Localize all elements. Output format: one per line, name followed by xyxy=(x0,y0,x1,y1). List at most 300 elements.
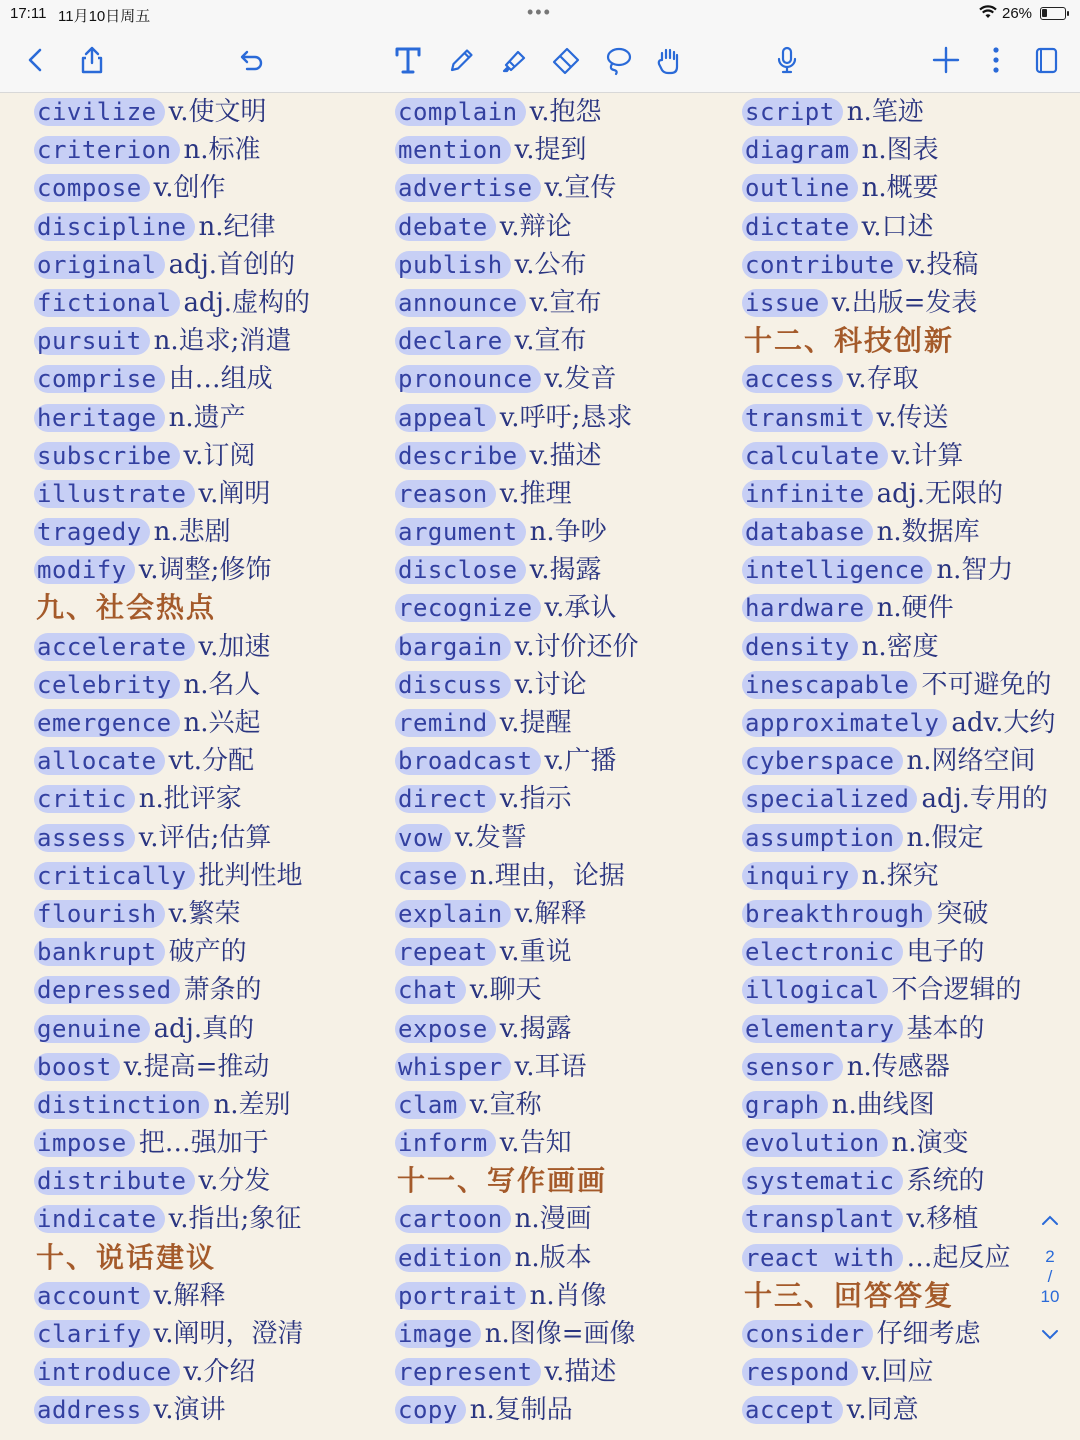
vocab-word: explain xyxy=(395,900,511,928)
page-up-icon[interactable] xyxy=(1030,1205,1070,1235)
vocab-entry xyxy=(34,399,310,437)
vocab-entry xyxy=(395,971,639,1009)
vocab-entry xyxy=(34,1048,310,1086)
vocab-word: introduce xyxy=(34,1358,180,1386)
highlighter-tool-icon[interactable] xyxy=(494,40,534,80)
vocab-definition: n.笔迹 xyxy=(846,97,924,127)
vocab-word: electronic xyxy=(742,938,903,966)
vocab-word: intelligence xyxy=(742,556,932,584)
vocab-word: inquiry xyxy=(742,862,858,890)
pages-icon[interactable] xyxy=(1026,40,1066,80)
vocab-entry xyxy=(395,704,639,742)
vocab-entry xyxy=(34,208,310,246)
undo-icon[interactable] xyxy=(230,40,270,80)
section-heading-text: 十二、科技创新 xyxy=(744,324,955,358)
vocab-entry xyxy=(34,246,310,284)
vocab-entry xyxy=(742,284,1055,322)
vocab-entry xyxy=(34,819,310,857)
vocab-entry xyxy=(395,1200,639,1238)
vocab-word: direct xyxy=(395,785,496,813)
vocab-word: inform xyxy=(395,1129,496,1157)
vocab-definition: v.提到 xyxy=(514,135,587,166)
vocab-definition: v.描述 xyxy=(544,1357,617,1388)
vocab-word: contribute xyxy=(742,251,903,279)
section-heading-text: 十一、写作画画 xyxy=(397,1164,608,1198)
vocab-definition: 不合逻辑的 xyxy=(891,975,1022,1006)
vocab-definition: n.漫画 xyxy=(514,1204,592,1235)
vocab-definition: v.阐明 xyxy=(198,478,271,509)
vocab-entry xyxy=(395,169,639,207)
vocab-word: hardware xyxy=(742,594,873,622)
vocab-definition: v.提醒 xyxy=(499,708,572,738)
vocab-entry xyxy=(742,1315,1055,1353)
vocab-entry xyxy=(742,1086,1055,1124)
vocab-entry xyxy=(34,1162,310,1200)
vocab-entry xyxy=(34,1391,310,1429)
vocab-definition: v.揭露 xyxy=(499,1013,572,1044)
vocab-definition: 系统的 xyxy=(906,1166,985,1197)
vocab-definition: v.广播 xyxy=(544,746,617,777)
vocab-definition: v.告知 xyxy=(499,1128,572,1159)
more-icon[interactable] xyxy=(976,40,1016,80)
vocab-definition: v.发音 xyxy=(544,364,617,395)
vocab-word: clarify xyxy=(34,1320,150,1348)
vocab-definition: v.宣传 xyxy=(544,173,617,204)
vocab-definition: n.数据库 xyxy=(876,517,980,548)
vocab-word: reason xyxy=(395,480,496,508)
vocab-entry xyxy=(742,628,1055,666)
vocab-entry xyxy=(395,551,639,589)
vocab-entry xyxy=(34,284,310,322)
vocab-entry xyxy=(395,628,639,666)
vocab-word: discipline xyxy=(34,213,195,241)
multitasking-dots-icon[interactable]: ••• xyxy=(527,2,552,22)
vocab-definition: 由…组成 xyxy=(168,364,273,395)
vocab-entry xyxy=(395,666,639,704)
vocab-word: systematic xyxy=(742,1167,903,1195)
vocab-definition: adj.首创的 xyxy=(168,249,296,280)
vocab-entry xyxy=(395,284,639,322)
vocab-word: celebrity xyxy=(34,671,180,699)
section-heading-text: 十三、回答答复 xyxy=(744,1278,955,1312)
vocab-definition: adj.无限的 xyxy=(876,478,1004,509)
vocab-definition: v.公布 xyxy=(514,249,587,280)
vocab-word: breakthrough xyxy=(742,900,932,928)
vocab-word: advertise xyxy=(395,174,541,202)
vocab-word: fictional xyxy=(34,289,180,317)
notebook-page[interactable] xyxy=(0,93,1080,1440)
vocab-entry xyxy=(742,857,1055,895)
section-heading xyxy=(742,322,1055,360)
vocab-entry xyxy=(742,1048,1055,1086)
vocab-entry xyxy=(742,1010,1055,1048)
vocab-word: portrait xyxy=(395,1282,526,1310)
vocab-word: transmit xyxy=(742,404,873,432)
vocab-entry xyxy=(34,1124,310,1162)
vocab-definition: v.传送 xyxy=(876,402,949,433)
vocab-word: image xyxy=(395,1320,481,1348)
vocab-entry xyxy=(742,131,1055,169)
vocab-entry xyxy=(395,475,639,513)
vocab-word: emergence xyxy=(34,709,180,737)
vocab-word: access xyxy=(742,365,843,393)
vocab-entry xyxy=(34,551,310,589)
vocab-entry xyxy=(742,93,1055,131)
mic-icon[interactable] xyxy=(767,40,807,80)
vocab-entry xyxy=(34,1353,310,1391)
vocab-word: illustrate xyxy=(34,480,195,508)
vocab-definition: v.解释 xyxy=(514,898,587,929)
vocab-word: repeat xyxy=(395,938,496,966)
vocab-entry xyxy=(34,1277,310,1315)
vocab-entry xyxy=(395,246,639,284)
vocab-entry xyxy=(34,666,310,704)
vocab-entry xyxy=(395,131,639,169)
vocab-entry xyxy=(395,93,639,131)
vocab-entry xyxy=(34,780,310,818)
battery-icon xyxy=(1040,7,1066,20)
vocab-word: subscribe xyxy=(34,442,180,470)
vocab-column-3 xyxy=(742,93,1055,1430)
vocab-entry xyxy=(742,169,1055,207)
vocab-word: tragedy xyxy=(34,518,150,546)
vocab-word: cartoon xyxy=(395,1205,511,1233)
vocab-definition: n.批评家 xyxy=(138,784,242,815)
vocab-word: copy xyxy=(395,1396,466,1424)
vocab-word: distinction xyxy=(34,1091,209,1119)
page-down-icon[interactable] xyxy=(1030,1319,1070,1349)
vocab-word: bargain xyxy=(395,633,511,661)
pen-tool-icon[interactable] xyxy=(442,40,482,80)
vocab-word: infinite xyxy=(742,480,873,508)
vocab-entry xyxy=(34,437,310,475)
vocab-definition: n.追求;消遣 xyxy=(153,326,292,357)
vocab-definition: v.存取 xyxy=(846,364,919,395)
vocab-word: whisper xyxy=(395,1053,511,1081)
vocab-definition: v.订阅 xyxy=(183,440,256,471)
vocab-word: transplant xyxy=(742,1205,903,1233)
vocab-word: pronounce xyxy=(395,365,541,393)
vocab-entry xyxy=(34,322,310,360)
vocab-word: depressed xyxy=(34,976,180,1004)
vocab-definition: v.同意 xyxy=(846,1395,919,1426)
section-heading xyxy=(34,1239,310,1277)
vocab-entry xyxy=(395,933,639,971)
vocab-definition: n.遗产 xyxy=(168,402,246,433)
vocab-entry xyxy=(742,1124,1055,1162)
vocab-definition: v.出版=发表 xyxy=(831,287,978,318)
vocab-definition: v.重说 xyxy=(499,937,572,968)
vocab-entry xyxy=(742,589,1055,627)
vocab-word: case xyxy=(395,862,466,890)
vocab-definition: vt.分配 xyxy=(168,746,254,777)
vocab-definition: n.纪律 xyxy=(198,211,276,242)
vocab-entry xyxy=(395,1277,639,1315)
vocab-entry xyxy=(742,819,1055,857)
vocab-definition: v.演讲 xyxy=(153,1395,226,1426)
vocab-definition: v.使文明 xyxy=(168,97,267,127)
vocab-entry xyxy=(742,1200,1055,1238)
vocab-entry xyxy=(742,437,1055,475)
vocab-entry xyxy=(395,1048,639,1086)
vocab-entry xyxy=(742,742,1055,780)
vocab-entry xyxy=(742,780,1055,818)
vocab-entry xyxy=(34,513,310,551)
vocab-entry xyxy=(34,704,310,742)
vocab-definition: v.聊天 xyxy=(469,975,542,1006)
vocab-definition: v.辩论 xyxy=(499,211,572,242)
vocab-word: account xyxy=(34,1282,150,1310)
vocab-word: debate xyxy=(395,213,496,241)
vocab-word: vow xyxy=(395,824,451,852)
vocab-definition: n.智力 xyxy=(936,555,1014,586)
vocab-word: criterion xyxy=(34,136,180,164)
vocab-entry xyxy=(34,933,310,971)
vocab-definition: v.承认 xyxy=(544,593,617,624)
vocab-word: allocate xyxy=(34,747,165,775)
vocab-entry xyxy=(395,1239,639,1277)
vocab-definition: adv.大约 xyxy=(951,708,1056,738)
vocab-word: elementary xyxy=(742,1015,903,1043)
vocab-word: boost xyxy=(34,1053,120,1081)
vocab-word: expose xyxy=(395,1015,496,1043)
vocab-definition: v.调整;修饰 xyxy=(138,555,272,586)
vocab-definition: n.概要 xyxy=(861,173,939,204)
vocab-definition: v.介绍 xyxy=(183,1357,256,1388)
vocab-entry xyxy=(395,742,639,780)
vocab-definition: 不可避免的 xyxy=(921,669,1052,700)
page-total: 10 xyxy=(1040,1287,1060,1306)
vocab-definition: v.讨论 xyxy=(514,669,587,700)
vocab-word: compose xyxy=(34,174,150,202)
eraser-tool-icon[interactable] xyxy=(546,40,586,80)
vocab-word: illogical xyxy=(742,976,888,1004)
vocab-definition: v.指示 xyxy=(499,784,572,815)
vocab-entry xyxy=(34,475,310,513)
vocab-definition: …起反应 xyxy=(906,1242,1011,1273)
wifi-icon xyxy=(978,4,998,24)
vocab-word: critically xyxy=(34,862,195,890)
vocab-definition: n.肖像 xyxy=(529,1280,607,1311)
vocab-definition: v.提高=推动 xyxy=(123,1051,270,1082)
vocab-word: declare xyxy=(395,327,511,355)
status-date: 11月10日周五 xyxy=(58,8,151,25)
page-current: 2 xyxy=(1045,1247,1055,1266)
vocab-word: argument xyxy=(395,518,526,546)
lasso-tool-icon[interactable] xyxy=(598,40,638,80)
vocab-entry xyxy=(395,322,639,360)
section-heading xyxy=(742,1277,1055,1315)
vocab-definition: v.描述 xyxy=(529,440,602,471)
vocab-word: recognize xyxy=(395,594,541,622)
vocab-entry xyxy=(395,589,639,627)
vocab-definition: v.评估;估算 xyxy=(138,822,272,853)
vocab-word: critic xyxy=(34,785,135,813)
vocab-definition: v.宣称 xyxy=(469,1089,542,1120)
vocab-word: disclose xyxy=(395,556,526,584)
vocab-definition: 破产的 xyxy=(168,937,247,968)
vocab-definition: n.版本 xyxy=(514,1242,592,1273)
vocab-entry xyxy=(34,1200,310,1238)
vocab-word: broadcast xyxy=(395,747,541,775)
vocab-word: sensor xyxy=(742,1053,843,1081)
vocab-word: outline xyxy=(742,174,858,202)
vocab-definition: n.名人 xyxy=(183,669,261,700)
vocab-definition: v.抱怨 xyxy=(529,97,602,127)
section-heading xyxy=(34,589,310,627)
vocab-definition: v.回应 xyxy=(861,1357,934,1388)
vocab-entry xyxy=(34,1010,310,1048)
vocab-entry xyxy=(742,1391,1055,1429)
vocab-definition: n.复制品 xyxy=(469,1395,573,1426)
vocab-word: clam xyxy=(395,1091,466,1119)
vocab-definition: v.呼吁;恳求 xyxy=(499,402,633,433)
vocab-word: evolution xyxy=(742,1129,888,1157)
vocab-entry xyxy=(742,551,1055,589)
vocab-definition: v.讨价还价 xyxy=(514,631,639,662)
section-heading xyxy=(395,1162,639,1200)
vocab-word: database xyxy=(742,518,873,546)
vocab-definition: adj.真的 xyxy=(153,1013,255,1044)
vocab-word: describe xyxy=(395,442,526,470)
status-time: 17:11 xyxy=(10,5,47,22)
page-separator: / xyxy=(1047,1267,1053,1286)
vocab-definition: n.兴起 xyxy=(183,708,261,738)
vocab-entry xyxy=(742,971,1055,1009)
vocab-entry xyxy=(742,208,1055,246)
vocab-definition: n.网络空间 xyxy=(906,746,1036,777)
vocab-word: civilize xyxy=(34,98,165,126)
vocab-entry xyxy=(742,1353,1055,1391)
vocab-definition: v.投稿 xyxy=(906,249,979,280)
vocab-entry xyxy=(395,1353,639,1391)
vocab-word: accelerate xyxy=(34,633,195,661)
vocab-word: publish xyxy=(395,251,511,279)
vocab-definition: v.解释 xyxy=(153,1280,226,1311)
vocab-entry xyxy=(34,742,310,780)
vocab-word: consider xyxy=(742,1320,873,1348)
vocab-entry xyxy=(742,933,1055,971)
vocab-definition: v.移植 xyxy=(906,1204,979,1235)
vocab-entry xyxy=(34,1315,310,1353)
share-icon[interactable] xyxy=(72,40,112,80)
vocab-definition: v.计算 xyxy=(891,440,964,471)
vocab-word: appeal xyxy=(395,404,496,432)
vocab-definition: n.差别 xyxy=(213,1089,291,1120)
vocab-definition: v.阐明，澄清 xyxy=(153,1319,304,1349)
vocab-word: complain xyxy=(395,98,526,126)
vocab-word: script xyxy=(742,98,843,126)
vocab-entry xyxy=(742,704,1055,742)
vocab-word: react with xyxy=(742,1244,903,1272)
vocab-definition: 基本的 xyxy=(906,1013,985,1044)
vocab-definition: v.指出;象征 xyxy=(168,1204,302,1235)
vocab-entry xyxy=(742,895,1055,933)
vocab-definition: v.分发 xyxy=(198,1166,271,1197)
vocab-word: impose xyxy=(34,1129,135,1157)
section-heading-text: 十、说话建议 xyxy=(36,1240,217,1274)
vocab-definition: n.标准 xyxy=(183,135,261,166)
vocab-word: density xyxy=(742,633,858,661)
vocab-definition: 把…强加于 xyxy=(138,1128,269,1159)
vocab-definition: n.假定 xyxy=(906,822,984,853)
vocab-entry xyxy=(395,1124,639,1162)
vocab-definition: 仔细考虑 xyxy=(876,1319,981,1349)
vocab-word: modify xyxy=(34,556,135,584)
section-heading-text: 九、社会热点 xyxy=(36,591,217,625)
vocab-definition: n.曲线图 xyxy=(831,1089,935,1120)
hand-tool-icon[interactable] xyxy=(648,40,688,80)
vocab-entry xyxy=(742,399,1055,437)
vocab-definition: n.探究 xyxy=(861,860,939,891)
vocab-definition: v.发誓 xyxy=(454,822,527,853)
vocab-definition: v.宣布 xyxy=(529,287,602,318)
vocab-entry xyxy=(742,666,1055,704)
add-icon[interactable] xyxy=(926,40,966,80)
vocab-word: discuss xyxy=(395,671,511,699)
vocab-definition: v.加速 xyxy=(198,631,271,662)
vocab-definition: n.硬件 xyxy=(876,593,954,624)
vocab-definition: n.争吵 xyxy=(529,517,607,548)
vocab-word: diagram xyxy=(742,136,858,164)
vocab-entry xyxy=(742,475,1055,513)
vocab-definition: n.传感器 xyxy=(846,1051,950,1082)
back-icon[interactable] xyxy=(16,40,56,80)
vocab-word: chat xyxy=(395,976,466,1004)
vocab-entry xyxy=(34,131,310,169)
vocab-word: mention xyxy=(395,136,511,164)
vocab-word: graph xyxy=(742,1091,828,1119)
vocab-entry xyxy=(395,1391,639,1429)
vocab-word: issue xyxy=(742,289,828,317)
vocab-entry xyxy=(742,1239,1055,1277)
vocab-word: address xyxy=(34,1396,150,1424)
vocab-definition: v.创作 xyxy=(153,173,226,204)
vocab-entry xyxy=(34,895,310,933)
vocab-word: heritage xyxy=(34,404,165,432)
battery-percent: 26% xyxy=(1002,5,1033,22)
vocab-entry xyxy=(742,513,1055,551)
toolbar xyxy=(0,28,1080,93)
vocab-word: pursuit xyxy=(34,327,150,355)
vocab-definition: v.宣布 xyxy=(514,326,587,357)
vocab-word: original xyxy=(34,251,165,279)
vocab-definition: v.口述 xyxy=(861,211,934,242)
vocab-entry xyxy=(395,1086,639,1124)
vocab-definition: v.推理 xyxy=(499,478,572,509)
vocab-definition: n.悲剧 xyxy=(153,517,231,548)
vocab-entry xyxy=(395,1010,639,1048)
vocab-entry xyxy=(742,246,1055,284)
vocab-entry xyxy=(395,437,639,475)
text-tool-icon[interactable] xyxy=(388,40,428,80)
vocab-word: distribute xyxy=(34,1167,195,1195)
vocab-word: cyberspace xyxy=(742,747,903,775)
status-bar xyxy=(0,0,1080,28)
vocab-entry xyxy=(742,1162,1055,1200)
vocab-word: flourish xyxy=(34,900,165,928)
vocab-definition: n.图像=画像 xyxy=(484,1319,636,1349)
vocab-word: inescapable xyxy=(742,671,917,699)
vocab-definition: 萧条的 xyxy=(183,975,262,1006)
vocab-entry xyxy=(34,169,310,207)
vocab-entry xyxy=(395,780,639,818)
vocab-entry xyxy=(395,857,639,895)
vocab-word: indicate xyxy=(34,1205,165,1233)
vocab-definition: v.繁荣 xyxy=(168,898,241,929)
vocab-definition: adj.虚构的 xyxy=(183,287,311,318)
vocab-definition: n.图表 xyxy=(861,135,939,166)
